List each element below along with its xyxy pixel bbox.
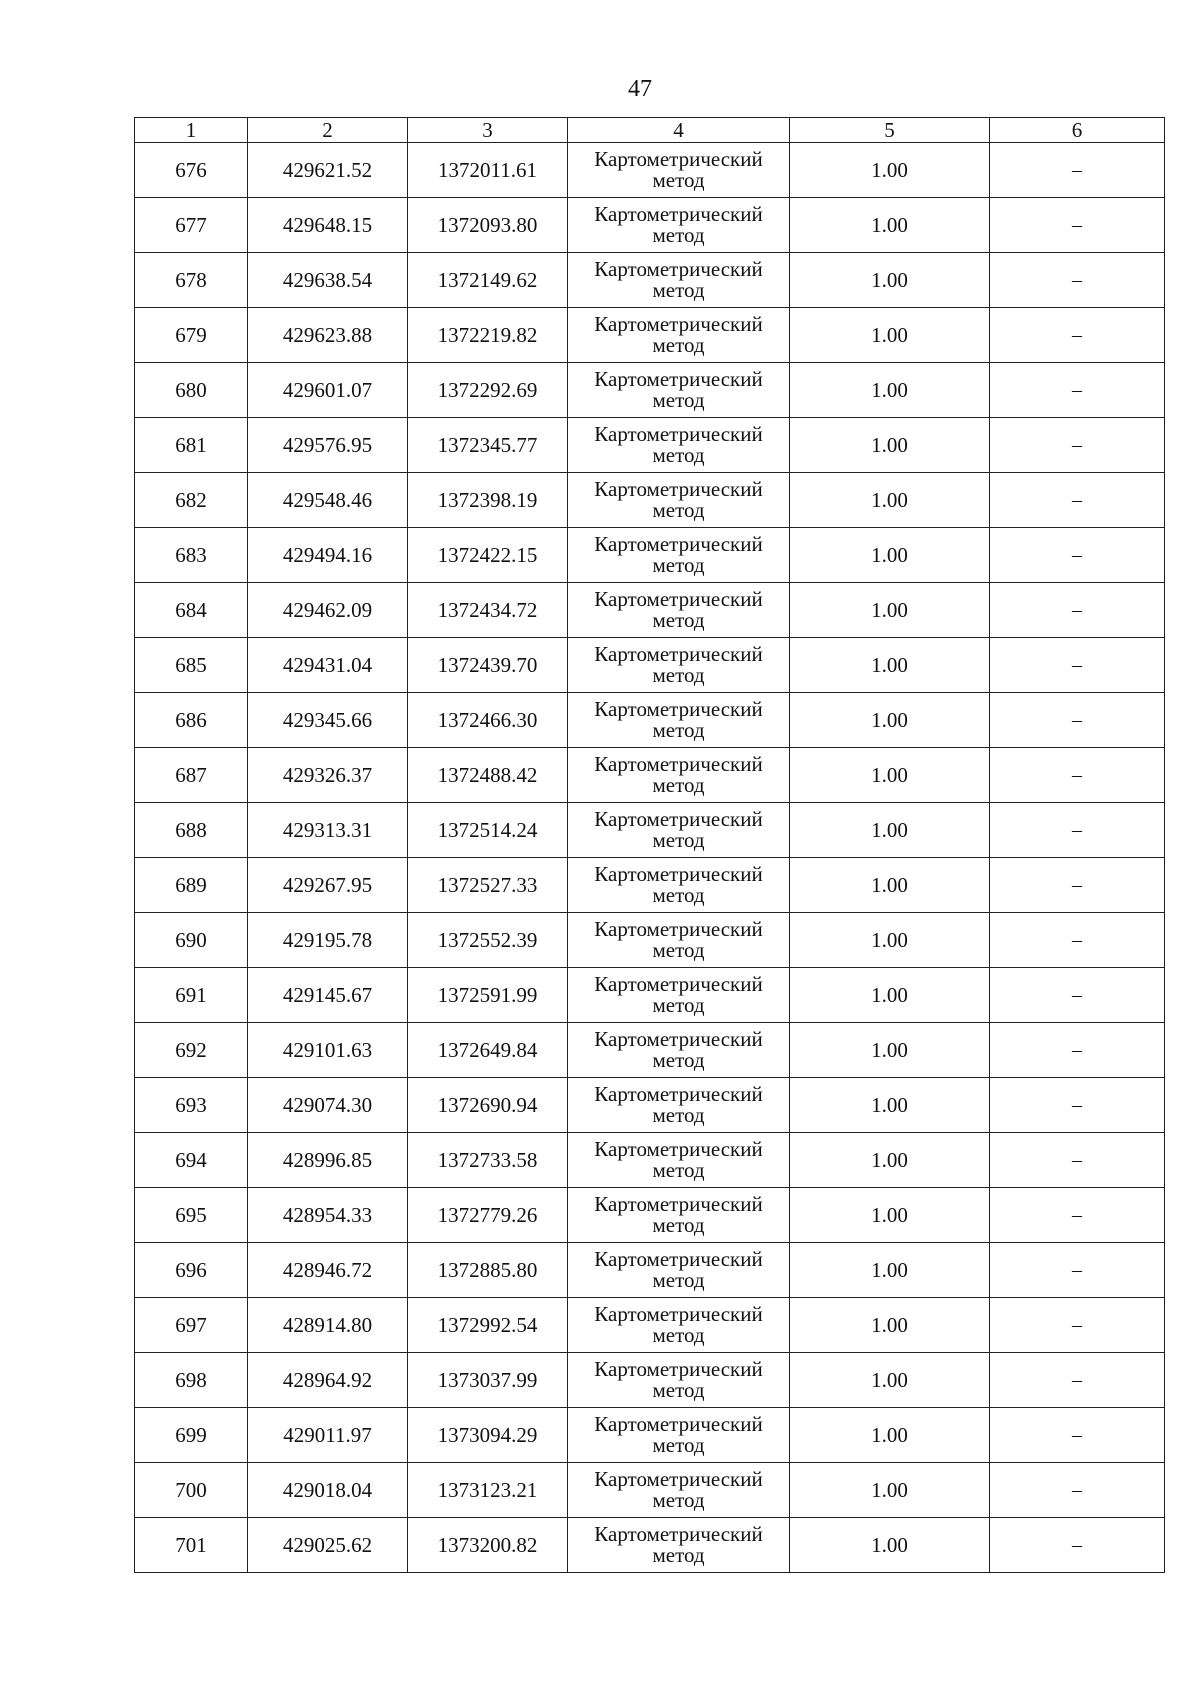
y-coordinate-cell: 1372345.77 [408,418,568,473]
method-line-1: Картометрический [594,312,763,336]
method-cell [568,1243,790,1298]
header-col-2: 2 [248,118,408,143]
method-cell [568,803,790,858]
note-cell: – [990,363,1165,418]
method-line-2: метод [652,333,705,357]
note-cell: – [990,253,1165,308]
method-cell [568,968,790,1023]
method-line-1: Картометрический [594,752,763,776]
header-col-3: 3 [408,118,568,143]
y-coordinate-cell: 1372422.15 [408,528,568,583]
note-cell: – [990,748,1165,803]
method-line-2: метод [652,883,705,907]
y-coordinate-cell: 1372292.69 [408,363,568,418]
method-cell [568,858,790,913]
x-coordinate-cell: 428946.72 [248,1243,408,1298]
x-coordinate-cell: 429648.15 [248,198,408,253]
method-line-1: Картометрический [594,1522,763,1546]
y-coordinate-cell: 1373200.82 [408,1518,568,1573]
method-line-1: Картометрический [594,642,763,666]
method-cell [568,253,790,308]
point-number-cell: 687 [135,748,248,803]
point-number-cell: 689 [135,858,248,913]
method-cell [568,638,790,693]
method-line-2: метод [652,938,705,962]
method-line-1: Картометрический [594,147,763,171]
y-coordinate-cell: 1372690.94 [408,1078,568,1133]
table-row [135,143,1165,198]
accuracy-cell: 1.00 [790,363,990,418]
method-cell [568,363,790,418]
method-line-1: Картометрический [594,697,763,721]
method-line-1: Картометрический [594,587,763,611]
note-cell: – [990,143,1165,198]
method-line-2: метод [652,1378,705,1402]
method-cell [568,143,790,198]
accuracy-cell: 1.00 [790,1078,990,1133]
method-line-2: метод [652,443,705,467]
note-cell: – [990,1298,1165,1353]
table-row [135,1353,1165,1408]
method-line-2: метод [652,1488,705,1512]
accuracy-cell: 1.00 [790,1463,990,1518]
y-coordinate-cell: 1372733.58 [408,1133,568,1188]
y-coordinate-cell: 1373037.99 [408,1353,568,1408]
method-line-2: метод [652,1323,705,1347]
y-coordinate-cell: 1373094.29 [408,1408,568,1463]
point-number-cell: 697 [135,1298,248,1353]
x-coordinate-cell: 429638.54 [248,253,408,308]
point-number-cell: 690 [135,913,248,968]
table-row [135,253,1165,308]
method-line-2: метод [652,278,705,302]
method-line-2: метод [652,553,705,577]
x-coordinate-cell: 429601.07 [248,363,408,418]
table-row [135,1243,1165,1298]
note-cell: – [990,418,1165,473]
note-cell: – [990,1518,1165,1573]
note-cell: – [990,1243,1165,1298]
method-cell [568,1078,790,1133]
method-line-1: Картометрический [594,1357,763,1381]
note-cell: – [990,198,1165,253]
method-cell [568,1408,790,1463]
y-coordinate-cell: 1372591.99 [408,968,568,1023]
point-number-cell: 688 [135,803,248,858]
method-line-1: Картометрический [594,972,763,996]
method-line-1: Картометрический [594,1192,763,1216]
note-cell: – [990,1133,1165,1188]
x-coordinate-cell: 428954.33 [248,1188,408,1243]
x-coordinate-cell: 429326.37 [248,748,408,803]
header-col-4: 4 [568,118,790,143]
accuracy-cell: 1.00 [790,1023,990,1078]
point-number-cell: 696 [135,1243,248,1298]
method-line-2: метод [652,993,705,1017]
method-line-2: метод [652,773,705,797]
table-row [135,418,1165,473]
note-cell: – [990,308,1165,363]
table-row [135,1188,1165,1243]
point-number-cell: 691 [135,968,248,1023]
accuracy-cell: 1.00 [790,1243,990,1298]
method-cell [568,1133,790,1188]
table-row [135,1298,1165,1353]
point-number-cell: 677 [135,198,248,253]
note-cell: – [990,693,1165,748]
point-number-cell: 683 [135,528,248,583]
point-number-cell: 681 [135,418,248,473]
method-cell [568,583,790,638]
accuracy-cell: 1.00 [790,693,990,748]
point-number-cell: 694 [135,1133,248,1188]
y-coordinate-cell: 1372649.84 [408,1023,568,1078]
method-line-1: Картометрический [594,1137,763,1161]
header-row [135,118,1165,143]
table-row [135,858,1165,913]
method-line-2: метод [652,223,705,247]
method-cell [568,473,790,528]
accuracy-cell: 1.00 [790,1353,990,1408]
table-row [135,1078,1165,1133]
x-coordinate-cell: 429025.62 [248,1518,408,1573]
method-cell [568,198,790,253]
method-line-1: Картометрический [594,1027,763,1051]
table-row [135,1023,1165,1078]
method-line-1: Картометрический [594,1412,763,1436]
note-cell: – [990,1408,1165,1463]
method-line-1: Картометрический [594,202,763,226]
method-line-1: Картометрический [594,1082,763,1106]
method-line-2: метод [652,1268,705,1292]
table-row [135,363,1165,418]
y-coordinate-cell: 1372011.61 [408,143,568,198]
table-row [135,1133,1165,1188]
method-line-2: метод [652,498,705,522]
method-cell [568,1518,790,1573]
method-cell [568,913,790,968]
accuracy-cell: 1.00 [790,1408,990,1463]
y-coordinate-cell: 1372552.39 [408,913,568,968]
table-row [135,693,1165,748]
accuracy-cell: 1.00 [790,1133,990,1188]
x-coordinate-cell: 429195.78 [248,913,408,968]
x-coordinate-cell: 429313.31 [248,803,408,858]
accuracy-cell: 1.00 [790,473,990,528]
table-row [135,803,1165,858]
point-number-cell: 679 [135,308,248,363]
y-coordinate-cell: 1372398.19 [408,473,568,528]
method-line-1: Картометрический [594,807,763,831]
accuracy-cell: 1.00 [790,858,990,913]
method-line-2: метод [652,1048,705,1072]
method-line-1: Картометрический [594,477,763,501]
point-number-cell: 692 [135,1023,248,1078]
table-row [135,1463,1165,1518]
table-row [135,473,1165,528]
accuracy-cell: 1.00 [790,253,990,308]
method-cell [568,1188,790,1243]
header-col-1: 1 [135,118,248,143]
table-body [135,143,1165,1573]
x-coordinate-cell: 429345.66 [248,693,408,748]
y-coordinate-cell: 1372439.70 [408,638,568,693]
method-line-2: метод [652,1158,705,1182]
method-line-1: Картометрический [594,367,763,391]
x-coordinate-cell: 429494.16 [248,528,408,583]
point-number-cell: 699 [135,1408,248,1463]
accuracy-cell: 1.00 [790,638,990,693]
table-row [135,968,1165,1023]
accuracy-cell: 1.00 [790,748,990,803]
method-line-2: метод [652,1213,705,1237]
x-coordinate-cell: 428964.92 [248,1353,408,1408]
header-col-5: 5 [790,118,990,143]
accuracy-cell: 1.00 [790,308,990,363]
table-row [135,308,1165,363]
method-line-2: метод [652,388,705,412]
method-cell [568,1353,790,1408]
method-line-1: Картометрический [594,257,763,281]
table-row [135,638,1165,693]
note-cell: – [990,803,1165,858]
table-row [135,748,1165,803]
x-coordinate-cell: 428914.80 [248,1298,408,1353]
method-line-1: Картометрический [594,532,763,556]
point-number-cell: 678 [135,253,248,308]
accuracy-cell: 1.00 [790,528,990,583]
y-coordinate-cell: 1373123.21 [408,1463,568,1518]
y-coordinate-cell: 1372093.80 [408,198,568,253]
method-line-1: Картометрический [594,1467,763,1491]
method-line-1: Картометрический [594,422,763,446]
note-cell: – [990,913,1165,968]
x-coordinate-cell: 429074.30 [248,1078,408,1133]
method-cell [568,748,790,803]
y-coordinate-cell: 1372434.72 [408,583,568,638]
accuracy-cell: 1.00 [790,968,990,1023]
table-row [135,198,1165,253]
point-number-cell: 686 [135,693,248,748]
method-line-1: Картометрический [594,917,763,941]
note-cell: – [990,1023,1165,1078]
x-coordinate-cell: 429623.88 [248,308,408,363]
x-coordinate-cell: 429145.67 [248,968,408,1023]
table-row [135,1408,1165,1463]
x-coordinate-cell: 428996.85 [248,1133,408,1188]
note-cell: – [990,968,1165,1023]
x-coordinate-cell: 429462.09 [248,583,408,638]
x-coordinate-cell: 429267.95 [248,858,408,913]
table-header [135,118,1165,143]
accuracy-cell: 1.00 [790,1188,990,1243]
y-coordinate-cell: 1372885.80 [408,1243,568,1298]
x-coordinate-cell: 429011.97 [248,1408,408,1463]
point-number-cell: 680 [135,363,248,418]
point-number-cell: 684 [135,583,248,638]
page-number: 47 [628,76,652,102]
note-cell: – [990,1353,1165,1408]
method-line-2: метод [652,608,705,632]
point-number-cell: 693 [135,1078,248,1133]
method-line-2: метод [652,168,705,192]
accuracy-cell: 1.00 [790,803,990,858]
accuracy-cell: 1.00 [790,913,990,968]
note-cell: – [990,858,1165,913]
point-number-cell: 701 [135,1518,248,1573]
table-row [135,913,1165,968]
table-row [135,1518,1165,1573]
y-coordinate-cell: 1372149.62 [408,253,568,308]
header-col-6: 6 [990,118,1165,143]
method-line-2: метод [652,1433,705,1457]
y-coordinate-cell: 1372992.54 [408,1298,568,1353]
table-row [135,583,1165,638]
point-number-cell: 685 [135,638,248,693]
y-coordinate-cell: 1372779.26 [408,1188,568,1243]
y-coordinate-cell: 1372219.82 [408,308,568,363]
accuracy-cell: 1.00 [790,1298,990,1353]
table-row [135,528,1165,583]
method-line-1: Картометрический [594,1247,763,1271]
point-number-cell: 676 [135,143,248,198]
method-line-2: метод [652,718,705,742]
method-cell [568,1023,790,1078]
accuracy-cell: 1.00 [790,583,990,638]
method-line-1: Картометрический [594,862,763,886]
accuracy-cell: 1.00 [790,418,990,473]
note-cell: – [990,528,1165,583]
y-coordinate-cell: 1372527.33 [408,858,568,913]
note-cell: – [990,1188,1165,1243]
method-cell [568,308,790,363]
x-coordinate-cell: 429101.63 [248,1023,408,1078]
method-cell [568,418,790,473]
y-coordinate-cell: 1372466.30 [408,693,568,748]
note-cell: – [990,1078,1165,1133]
x-coordinate-cell: 429431.04 [248,638,408,693]
x-coordinate-cell: 429576.95 [248,418,408,473]
point-number-cell: 682 [135,473,248,528]
accuracy-cell: 1.00 [790,1518,990,1573]
coordinates-table [134,117,1165,1573]
y-coordinate-cell: 1372514.24 [408,803,568,858]
method-cell [568,1298,790,1353]
accuracy-cell: 1.00 [790,198,990,253]
method-line-2: метод [652,828,705,852]
note-cell: – [990,638,1165,693]
method-cell [568,1463,790,1518]
note-cell: – [990,1463,1165,1518]
method-cell [568,693,790,748]
note-cell: – [990,583,1165,638]
accuracy-cell: 1.00 [790,143,990,198]
x-coordinate-cell: 429621.52 [248,143,408,198]
point-number-cell: 695 [135,1188,248,1243]
method-line-1: Картометрический [594,1302,763,1326]
method-cell [568,528,790,583]
x-coordinate-cell: 429548.46 [248,473,408,528]
method-line-2: метод [652,1543,705,1567]
x-coordinate-cell: 429018.04 [248,1463,408,1518]
point-number-cell: 698 [135,1353,248,1408]
note-cell: – [990,473,1165,528]
method-line-2: метод [652,663,705,687]
point-number-cell: 700 [135,1463,248,1518]
method-line-2: метод [652,1103,705,1127]
y-coordinate-cell: 1372488.42 [408,748,568,803]
